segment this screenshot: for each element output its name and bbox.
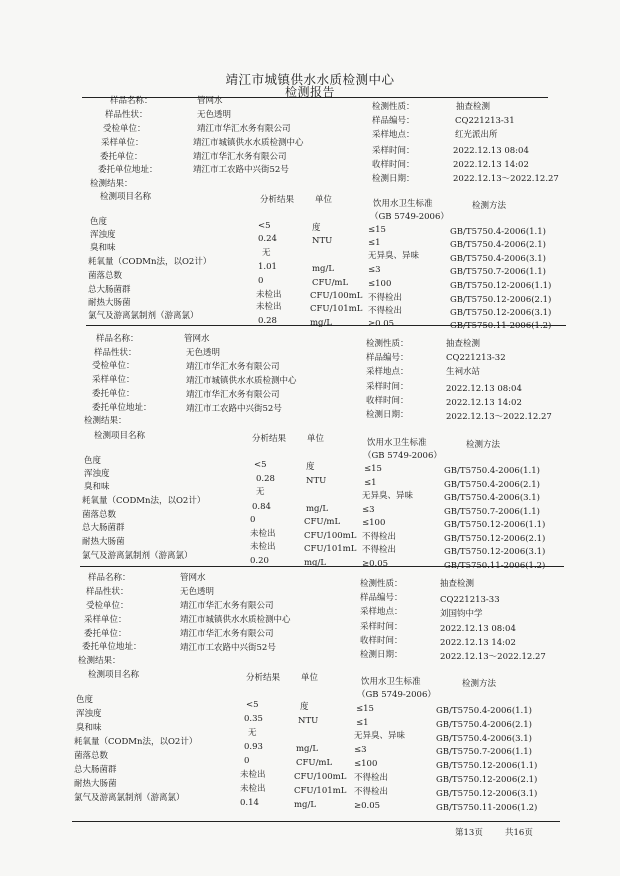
label-receive-time: 收样时间： xyxy=(360,636,403,646)
unit-value: CFU/100mL xyxy=(294,772,347,782)
item-name: 耗氧量（CODMn法，以O2计） xyxy=(74,737,198,747)
section-divider xyxy=(86,325,566,326)
col-unit-header: 单位 xyxy=(301,673,319,683)
col-standard-sub: （GB 5749-2006） xyxy=(363,451,442,461)
label-sampling-unit: 采样单位： xyxy=(92,375,135,385)
unit-value: CFU/100mL xyxy=(310,291,363,301)
item-name: 耗氧量（CODMn法，以O2计） xyxy=(88,257,212,267)
result-value: 0.20 xyxy=(250,556,269,566)
unit-value: CFU/100mL xyxy=(304,531,357,541)
entrust-unit: 靖江市华汇水务有限公司 xyxy=(193,152,287,162)
method-value: GB/T5750.4-2006(2.1) xyxy=(444,480,540,490)
method-value: GB/T5750.12-2006(3.1) xyxy=(436,789,538,799)
item-name: 氯气及游离氯制剂（游离氯） xyxy=(82,551,193,561)
col-result-header: 分析结果 xyxy=(246,673,281,683)
document-title: 检测报告 xyxy=(284,85,335,99)
result-value: 0 xyxy=(244,756,250,766)
method-value: GB/T5750.4-2006(1.1) xyxy=(444,466,540,476)
limit-value: ≥0.05 xyxy=(368,319,395,329)
label-sample-property: 样品性状： xyxy=(94,348,137,358)
entrust-unit: 靖江市华汇水务有限公司 xyxy=(180,629,274,639)
sample-name: 管网水 xyxy=(180,573,206,583)
label-sampling-time: 采样时间： xyxy=(366,382,409,392)
unit-value: CFU/mL xyxy=(304,517,341,527)
result-value: 0.28 xyxy=(256,474,275,484)
label-results: 检测结果： xyxy=(78,656,121,666)
sampling-unit: 靖江市城镇供水水质检测中心 xyxy=(186,376,297,386)
result-value: 0 xyxy=(250,515,256,525)
label-receive-time: 收样时间： xyxy=(372,160,415,170)
sampling-site: 红光派出所 xyxy=(455,130,498,140)
result-value: 无 xyxy=(248,728,257,738)
label-sample-property: 样品性状： xyxy=(105,110,148,120)
label-sample-no: 样品编号： xyxy=(372,116,415,126)
label-sample-name: 样品名称： xyxy=(96,334,139,344)
result-value: 未检出 xyxy=(250,542,276,552)
method-value: GB/T5750.4-2006(2.1) xyxy=(450,240,546,250)
limit-value: ≤3 xyxy=(354,745,367,755)
limit-value: 不得检出 xyxy=(354,787,389,797)
item-name: 色度 xyxy=(90,217,108,227)
label-sampling-unit: 采样单位： xyxy=(101,138,144,148)
sampling-site: 刘国钧中学 xyxy=(440,609,483,619)
col-standard-sub: （GB 5749-2006） xyxy=(370,212,449,222)
item-name: 总大肠菌群 xyxy=(74,765,117,775)
item-name: 浑浊度 xyxy=(76,709,102,719)
sample-property: 无色透明 xyxy=(197,110,232,120)
col-item-header: 检测项目名称 xyxy=(100,192,152,202)
sample-name: 管网水 xyxy=(197,96,223,106)
result-value: 0.35 xyxy=(244,714,263,724)
label-sampling-time: 采样时间： xyxy=(372,146,415,156)
result-value: 无 xyxy=(256,487,265,497)
method-value: GB/T5750.11-2006(1.2) xyxy=(436,803,538,813)
label-test-nature: 检测性质： xyxy=(360,579,403,589)
item-name: 臭和味 xyxy=(76,723,102,733)
limit-value: ≤1 xyxy=(364,478,377,488)
unit-value: mg/L xyxy=(294,800,317,810)
limit-value: 不得检出 xyxy=(362,532,397,542)
test-nature: 抽查检测 xyxy=(440,579,475,589)
result-value: <5 xyxy=(254,460,267,470)
item-name: 氯气及游离氯制剂（游离氯） xyxy=(74,793,185,803)
method-value: GB/T5750.12-2006(1.1) xyxy=(444,520,546,530)
label-client-unit: 受检单位： xyxy=(86,601,129,611)
result-value: 0 xyxy=(258,276,264,286)
test-date: 2022.12.13～2022.12.27 xyxy=(446,412,552,422)
col-method-header: 检测方法 xyxy=(462,679,497,689)
method-value: GB/T5750.12-2006(1.1) xyxy=(450,281,552,291)
item-name: 臭和味 xyxy=(90,243,116,253)
limit-value: 无异臭、异味 xyxy=(362,491,414,501)
item-name: 氯气及游离氯制剂（游离氯） xyxy=(88,311,199,321)
label-entrust-unit: 委托单位： xyxy=(92,389,135,399)
test-date: 2022.12.13～2022.12.27 xyxy=(453,174,559,184)
method-value: GB/T5750.4-2006(3.1) xyxy=(436,734,532,744)
limit-value: ≤3 xyxy=(368,265,381,275)
label-test-date: 检测日期： xyxy=(360,650,403,660)
unit-value: CFU/101mL xyxy=(304,544,357,554)
org-title: 靖江市城镇供水水质检测中心 xyxy=(225,72,395,87)
entrust-address: 靖江市工农路中兴街52号 xyxy=(180,643,276,653)
method-value: GB/T5750.7-2006(1.1) xyxy=(450,267,546,277)
label-client-unit: 受检单位： xyxy=(92,361,135,371)
label-sample-no: 样品编号： xyxy=(366,353,409,363)
method-value: GB/T5750.12-2006(3.1) xyxy=(444,547,546,557)
unit-value: CFU/101mL xyxy=(310,304,363,314)
item-name: 色度 xyxy=(76,695,94,705)
client-unit: 靖江市华汇水务有限公司 xyxy=(186,362,280,372)
method-value: GB/T5750.4-2006(3.1) xyxy=(450,254,546,264)
sampling-time: 2022.12.13 08:04 xyxy=(446,384,522,394)
col-standard-header: 饮用水卫生标准 xyxy=(373,199,433,209)
test-nature: 抽查检测 xyxy=(446,339,481,349)
label-sample-name: 样品名称： xyxy=(88,573,131,583)
receive-time: 2022.12.13 14:02 xyxy=(446,398,522,408)
limit-value: ≤3 xyxy=(362,505,375,515)
result-value: <5 xyxy=(246,700,259,710)
label-entrust-unit: 委托单位： xyxy=(100,152,143,162)
col-result-header: 分析结果 xyxy=(252,434,287,444)
label-test-nature: 检测性质： xyxy=(372,102,415,112)
col-method-header: 检测方法 xyxy=(466,440,501,450)
col-item-header: 检测项目名称 xyxy=(88,670,140,680)
method-value: GB/T5750.11-2006(1.2) xyxy=(444,561,546,571)
sample-property: 无色透明 xyxy=(180,587,215,597)
limit-value: 无异臭、异味 xyxy=(368,251,420,261)
label-sampling-site: 采样地点： xyxy=(360,607,403,617)
method-value: GB/T5750.12-2006(2.1) xyxy=(436,775,538,785)
item-name: 色度 xyxy=(84,456,102,466)
limit-value: ≤15 xyxy=(368,225,386,235)
client-unit: 靖江市华汇水务有限公司 xyxy=(197,124,291,134)
sample-property: 无色透明 xyxy=(186,348,221,358)
limit-value: ≥0.05 xyxy=(354,801,381,811)
result-value: 0.93 xyxy=(244,742,263,752)
col-unit-header: 单位 xyxy=(307,434,325,444)
test-nature: 抽查检测 xyxy=(456,102,491,112)
method-value: GB/T5750.4-2006(1.1) xyxy=(436,706,532,716)
page-total: 共16页 xyxy=(505,828,533,838)
limit-value: 不得检出 xyxy=(368,293,403,303)
sampling-site: 生祠水站 xyxy=(446,367,481,377)
col-item-header: 检测项目名称 xyxy=(94,431,146,441)
unit-value: NTU xyxy=(306,476,327,486)
method-value: GB/T5750.11-2006(1.2) xyxy=(450,321,552,331)
item-name: 菌落总数 xyxy=(82,510,117,520)
unit-value: mg/L xyxy=(312,264,335,274)
unit-value: 度 xyxy=(312,223,321,233)
result-value: 0.24 xyxy=(258,234,277,244)
label-entrust-address: 委托单位地址： xyxy=(98,165,158,175)
sample-no: CQ221213-33 xyxy=(440,595,500,605)
col-unit-header: 单位 xyxy=(315,195,333,205)
label-test-date: 检测日期： xyxy=(372,174,415,184)
unit-value: CFU/mL xyxy=(296,758,333,768)
sampling-unit: 靖江市城镇供水水质检测中心 xyxy=(180,615,291,625)
result-value: 0.84 xyxy=(252,502,271,512)
result-value: 0.14 xyxy=(240,798,259,808)
sample-name: 管网水 xyxy=(184,334,210,344)
col-standard-sub: （GB 5749-2006） xyxy=(357,690,436,700)
item-name: 总大肠菌群 xyxy=(82,523,125,533)
limit-value: ≤100 xyxy=(368,279,392,289)
limit-value: ≤15 xyxy=(364,464,382,474)
method-value: GB/T5750.4-2006(1.1) xyxy=(450,227,546,237)
unit-value: 度 xyxy=(306,462,315,472)
unit-value: NTU xyxy=(298,716,319,726)
unit-value: CFU/101mL xyxy=(294,786,347,796)
result-value: 未检出 xyxy=(240,784,266,794)
entrust-address: 靖江市工农路中兴街52号 xyxy=(193,165,289,175)
item-name: 菌落总数 xyxy=(74,751,109,761)
item-name: 耗氧量（CODMn法，以O2计） xyxy=(82,496,206,506)
item-name: 总大肠菌群 xyxy=(88,285,131,295)
label-sampling-time: 采样时间： xyxy=(360,622,403,632)
label-sampling-site: 采样地点： xyxy=(372,130,415,140)
method-value: GB/T5750.12-2006(2.1) xyxy=(444,534,546,544)
limit-value: ≤100 xyxy=(362,518,386,528)
result-value: <5 xyxy=(258,221,271,231)
sampling-time: 2022.12.13 08:04 xyxy=(440,624,516,634)
item-name: 菌落总数 xyxy=(88,271,123,281)
limit-value: ≤1 xyxy=(368,238,381,248)
section-divider xyxy=(80,566,564,567)
limit-value: ≤100 xyxy=(354,759,378,769)
sample-no: CQ221213-31 xyxy=(455,116,515,126)
label-entrust-address: 委托单位地址： xyxy=(92,403,152,413)
method-value: GB/T5750.12-2006(2.1) xyxy=(450,295,552,305)
label-client-unit: 受检单位： xyxy=(103,124,146,134)
result-value: 未检出 xyxy=(250,529,276,539)
limit-value: 无异臭、异味 xyxy=(354,731,406,741)
sampling-time: 2022.12.13 08:04 xyxy=(453,146,529,156)
method-value: GB/T5750.4-2006(3.1) xyxy=(444,493,540,503)
limit-value: 不得检出 xyxy=(362,545,397,555)
entrust-unit: 靖江市华汇水务有限公司 xyxy=(186,390,280,400)
item-name: 耐热大肠菌 xyxy=(74,779,117,789)
unit-value: mg/L xyxy=(310,318,333,328)
label-entrust-address: 委托单位地址： xyxy=(82,642,142,652)
col-result-header: 分析结果 xyxy=(260,195,295,205)
result-value: 未检出 xyxy=(256,302,282,312)
method-value: GB/T5750.4-2006(2.1) xyxy=(436,720,532,730)
result-value: 未检出 xyxy=(240,770,266,780)
method-value: GB/T5750.7-2006(1.1) xyxy=(436,747,532,757)
unit-value: mg/L xyxy=(296,744,319,754)
limit-value: ≤15 xyxy=(356,704,374,714)
label-sampling-site: 采样地点： xyxy=(366,367,409,377)
item-name: 耐热大肠菌 xyxy=(88,298,131,308)
result-value: 0.28 xyxy=(258,316,277,326)
footer-divider xyxy=(72,821,560,822)
item-name: 浑浊度 xyxy=(84,469,110,479)
label-test-date: 检测日期： xyxy=(366,410,409,420)
page-number: 第13页 xyxy=(455,828,483,838)
entrust-address: 靖江市工农路中兴街52号 xyxy=(186,404,282,414)
sampling-unit: 靖江市城镇供水水质检测中心 xyxy=(193,138,304,148)
result-value: 无 xyxy=(262,248,271,258)
item-name: 耐热大肠菌 xyxy=(82,537,125,547)
label-test-nature: 检测性质： xyxy=(366,339,409,349)
label-results: 检测结果： xyxy=(90,179,133,189)
unit-value: NTU xyxy=(312,236,333,246)
unit-value: mg/L xyxy=(306,504,329,514)
receive-time: 2022.12.13 14:02 xyxy=(453,160,529,170)
result-value: 1.01 xyxy=(258,262,277,272)
limit-value: 不得检出 xyxy=(354,773,389,783)
col-standard-header: 饮用水卫生标准 xyxy=(361,677,421,687)
limit-value: ≤1 xyxy=(356,718,369,728)
col-method-header: 检测方法 xyxy=(472,201,507,211)
col-standard-header: 饮用水卫生标准 xyxy=(367,438,427,448)
item-name: 臭和味 xyxy=(84,482,110,492)
label-sample-property: 样品性状： xyxy=(86,587,129,597)
item-name: 浑浊度 xyxy=(90,230,116,240)
test-date: 2022.12.13～2022.12.27 xyxy=(440,652,546,662)
label-entrust-unit: 委托单位： xyxy=(84,629,127,639)
label-sample-name: 样品名称： xyxy=(110,96,153,106)
unit-value: mg/L xyxy=(304,558,327,568)
client-unit: 靖江市华汇水务有限公司 xyxy=(180,601,274,611)
label-sampling-unit: 采样单位： xyxy=(84,615,127,625)
sample-no: CQ221213-32 xyxy=(446,353,506,363)
receive-time: 2022.12.13 14:02 xyxy=(440,638,516,648)
label-receive-time: 收样时间： xyxy=(366,396,409,406)
label-results: 检测结果： xyxy=(84,416,127,426)
method-value: GB/T5750.7-2006(1.1) xyxy=(444,507,540,517)
unit-value: 度 xyxy=(300,702,309,712)
unit-value: CFU/mL xyxy=(312,278,349,288)
label-sample-no: 样品编号： xyxy=(360,593,403,603)
limit-value: 不得检出 xyxy=(368,306,403,316)
method-value: GB/T5750.12-2006(3.1) xyxy=(450,308,552,318)
limit-value: ≥0.05 xyxy=(362,559,389,569)
method-value: GB/T5750.12-2006(1.1) xyxy=(436,761,538,771)
result-value: 未检出 xyxy=(256,290,282,300)
